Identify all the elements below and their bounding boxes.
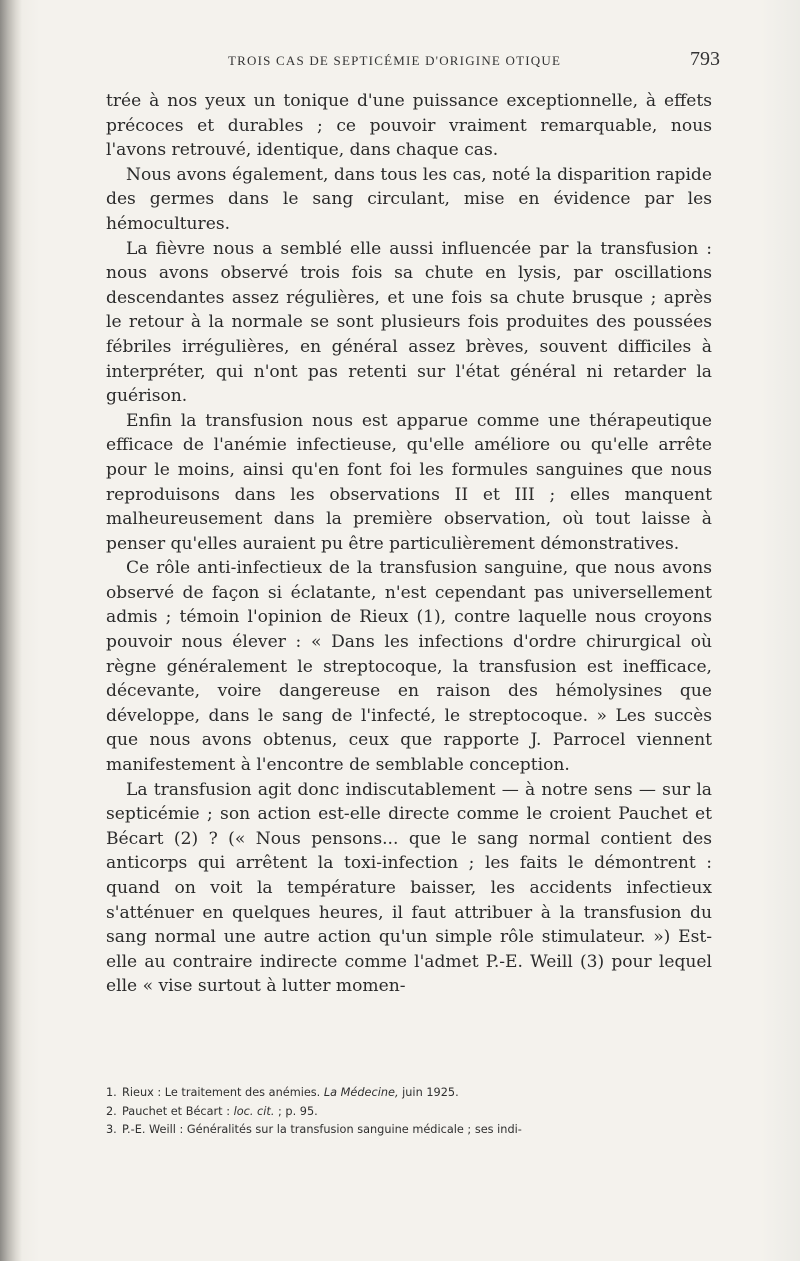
running-head: TROIS CAS DE SEPTICÉMIE D'ORIGINE OTIQUE <box>228 53 562 68</box>
paragraph: La transfusion agit donc indiscutablement — à notre sens — sur la septicémie ; son action est-elle directe comme le croient Pauchet et Bécart (2) ? (« Nous pensons... que le sang normal contient des anticorps qui arrêtent la toxi-infection ; les faits le démontrent : quand on voit la température baisser, les accidents infectieux s'atténuer en quelques heures, il faut attribuer à la transfusion du sang normal une autre action qu'un simple rôle stimulateur. ») Est-elle au contraire indirecte comme l'admet P.-E. Weill (3) pour lequel elle « vise surtout à lutter momen- <box>106 779 712 997</box>
footnote-number: 1. <box>106 1086 117 1099</box>
footnote-text: P.-E. Weill : Généralités sur la transfusion sanguine médicale ; ses indi- <box>122 1123 522 1136</box>
paragraph: La fièvre nous a semblé elle aussi influencée par la transfusion : nous avons observé trois fois sa chute en lysis, par oscillations descendantes assez régulières, et une fois sa chute brusque ; après le retour à la normale se sont plusieurs fois produites des poussées fébriles irrégulières, en général assez brèves, souvent difficiles à interpréter, qui n'ont pas retenti sur l'état général ni retarder la guérison. <box>106 238 712 407</box>
footnote-2 <box>106 1103 712 1122</box>
page-number: 793 <box>690 48 720 70</box>
paragraph: Nous avons également, dans tous les cas, noté la disparition rapide des germes dans le sang circulant, mise en évidence par les hémocultures. <box>106 164 712 234</box>
book-spine-shadow <box>0 0 22 1261</box>
footnote-1 <box>106 1084 712 1103</box>
footnotes <box>106 1084 712 1140</box>
page-header <box>106 48 720 72</box>
footnote-text: Pauchet et Bécart : <box>122 1104 234 1118</box>
paragraph: Enfin la transfusion nous est apparue comme une thérapeutique efficace de l'anémie infectieuse, qu'elle améliore ou qu'elle arrête pour le moins, ainsi qu'en font foi les formules sanguines que nous reproduisons dans les observations II et III ; elles manquent malheureusement dans la première observation, où tout laisse à penser qu'elles auraient pu être particulièrement démonstratives. <box>106 410 712 554</box>
footnote-date: juin 1925. <box>398 1086 459 1099</box>
footnote-number: 3. <box>106 1123 117 1136</box>
footnote-page: ; p. 95. <box>274 1104 318 1118</box>
footnote-journal: La Médecine, <box>323 1086 399 1099</box>
footnote-number: 2. <box>106 1104 117 1118</box>
footnote-citation: loc. cit. <box>233 1104 275 1118</box>
footnote-3 <box>106 1121 712 1140</box>
footnote-text: Rieux : Le traitement des anémies. <box>122 1086 324 1099</box>
paragraph: trée à nos yeux un tonique d'une puissance exceptionnelle, à effets précoces et durables ; ce pouvoir vraiment remarquable, nous l'avons retrouvé, identique, dans chaque cas. <box>106 91 712 161</box>
body-text <box>106 89 712 999</box>
paragraph: Ce rôle anti-infectieux de la transfusion sanguine, que nous avons observé de façon si éclatante, n'est cependant pas universellement admis ; témoin l'opinion de Rieux (1), contre laquelle nous croyons pouvoir nous élever : « Dans les infections d'ordre chirurgical où règne généralement le streptocoque, la transfusion est inefficace, décevante, voire dangereuse en raison des hémolysines que développe, dans le sang de l'infecté, le streptocoque. » Les succès que nous avons obtenus, ceux que rapporte J. Parrocel viennent manifestement à l'encontre de semblable conception. <box>106 558 712 776</box>
